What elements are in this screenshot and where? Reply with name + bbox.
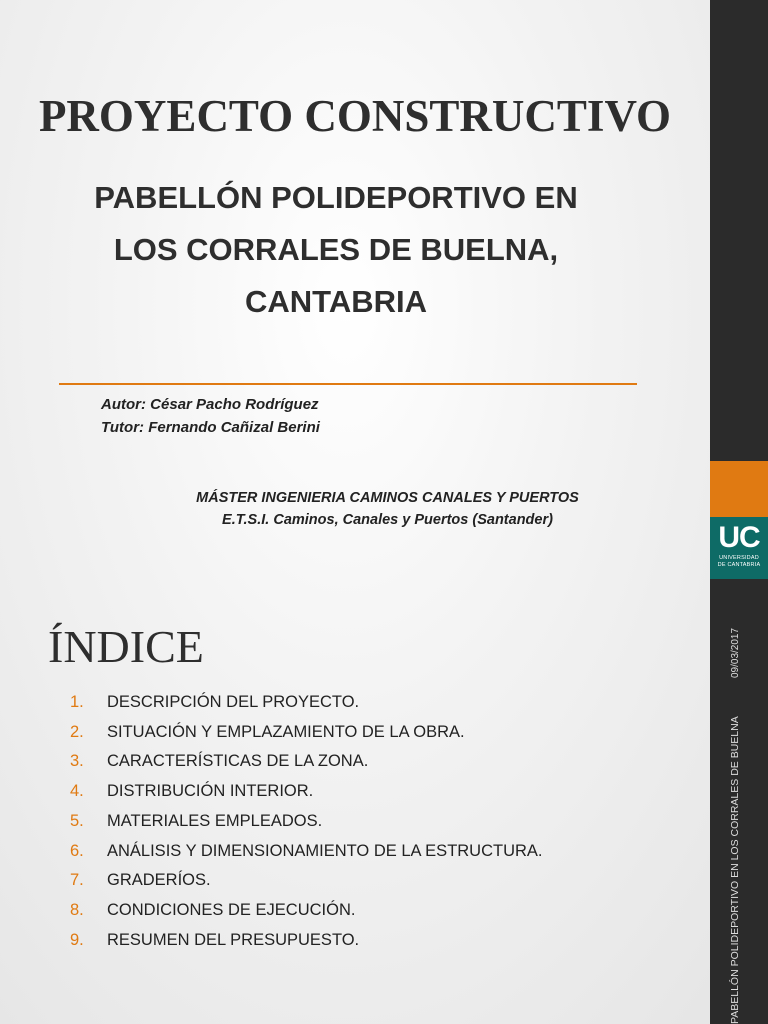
index-number: 3. — [70, 752, 84, 771]
index-number: 8. — [70, 900, 84, 919]
index-number: 7. — [70, 871, 84, 890]
index-item — [70, 777, 543, 807]
slide-subtitle — [80, 172, 592, 328]
index-text: GRADERÍOS. — [107, 871, 211, 890]
index-number: 5. — [70, 811, 84, 830]
program-degree: MÁSTER INGENIERIA CAMINOS CANALES Y PUERTOS — [196, 490, 579, 506]
logo-line: DE CANTABRIA — [717, 561, 761, 568]
index-text: MATERIALES EMPLEADOS. — [107, 811, 323, 830]
author-label: Autor: — [101, 396, 146, 413]
index-text: DISTRIBUCIÓN INTERIOR. — [107, 782, 314, 801]
index-number: 9. — [70, 930, 84, 949]
subtitle-line: LOS CORRALES DE BUELNA, — [113, 232, 559, 267]
program-info — [100, 487, 675, 531]
sidebar-vertical-title: PABELLÓN POLIDEPORTIVO EN LOS CORRALES DE BUELNA — [729, 716, 741, 1024]
accent-block — [710, 461, 768, 517]
index-item — [70, 718, 543, 748]
index-item — [70, 866, 543, 896]
index-text: SITUACIÓN Y EMPLAZAMIENTO DE LA OBRA. — [107, 722, 465, 741]
slide-title: PROYECTO CONSTRUCTIVO — [38, 91, 672, 141]
index-item — [70, 896, 543, 926]
program-school: E.T.S.I. Caminos, Canales y Puertos (Santander) — [222, 512, 553, 528]
index-item — [70, 807, 543, 837]
credits — [101, 393, 320, 439]
index-item — [70, 747, 543, 777]
tutor-line — [101, 416, 320, 439]
index-text: CARACTERÍSTICAS DE LA ZONA. — [107, 752, 369, 771]
sidebar — [710, 0, 768, 1024]
subtitle-line: CANTABRIA — [245, 284, 427, 319]
index-number: 2. — [70, 722, 84, 741]
index-number: 4. — [70, 782, 84, 801]
index-item — [70, 688, 543, 718]
index-item — [70, 926, 543, 956]
author-line — [101, 393, 320, 416]
slide-date: 09/03/2017 — [730, 627, 741, 679]
university-logo — [710, 517, 768, 579]
index-number: 6. — [70, 841, 84, 860]
index-title: ÍNDICE — [48, 621, 204, 672]
subtitle-line: PABELLÓN POLIDEPORTIVO EN — [94, 180, 578, 215]
tutor-label: Tutor: — [101, 419, 145, 436]
logo-mark: UC — [718, 521, 760, 554]
tutor-name: Fernando Cañizal Berini — [148, 419, 320, 436]
index-text: ANÁLISIS Y DIMENSIONAMIENTO DE LA ESTRUCTURA. — [107, 841, 543, 860]
index-number: 1. — [70, 693, 84, 711]
author-name: César Pacho Rodríguez — [150, 396, 319, 413]
logo-line: UNIVERSIDAD — [719, 555, 759, 561]
index-item — [70, 837, 543, 867]
index-text: DESCRIPCIÓN DEL PROYECTO. — [107, 693, 360, 711]
orange-divider — [59, 383, 637, 385]
index-text: CONDICIONES DE EJECUCIÓN. — [107, 900, 356, 919]
index-list — [70, 688, 543, 955]
index-text: RESUMEN DEL PRESUPUESTO. — [107, 930, 360, 949]
